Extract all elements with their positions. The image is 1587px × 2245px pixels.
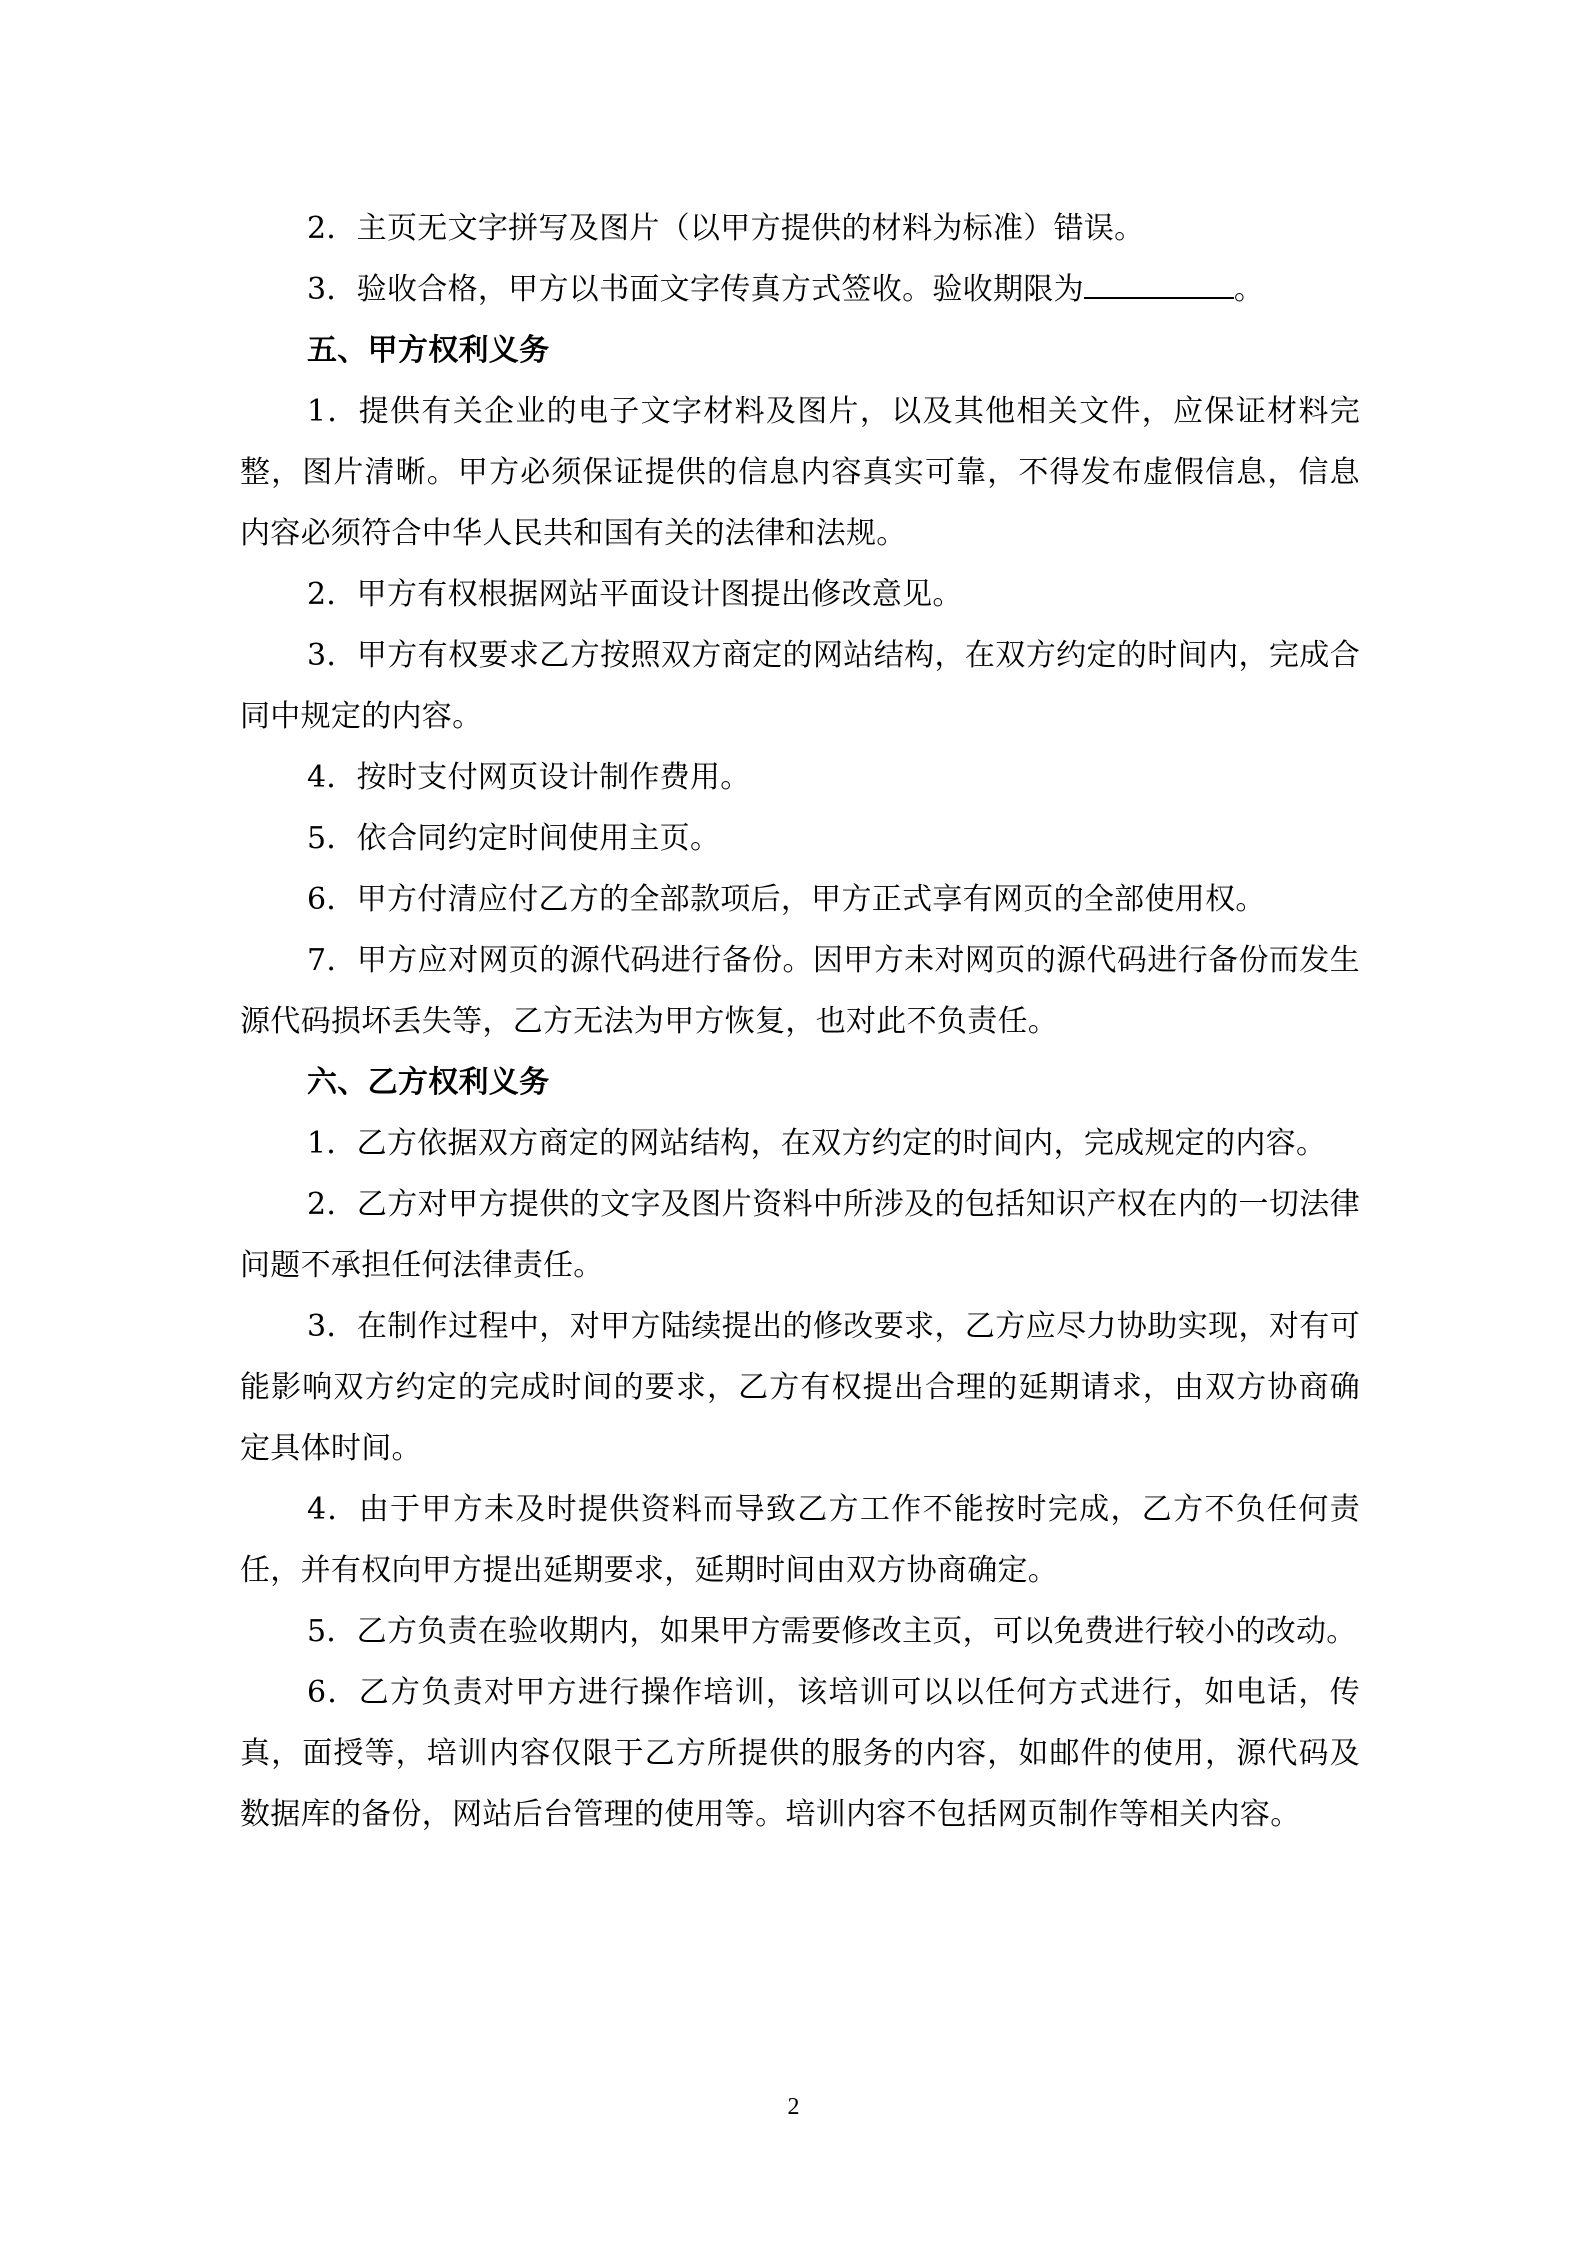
acceptance-period-blank[interactable] <box>1084 269 1234 299</box>
section-heading-party-b: 六、乙方权利义务 <box>307 1065 550 1100</box>
clause-party-b-5: 5．乙方负责在验收期内，如果甲方需要修改主页，可以免费进行较小的改动。 <box>307 1614 1357 1649</box>
clause-party-a-1: 1．提供有关企业的电子文字材料及图片，以及其他相关文件，应保证材料完整，图片清晰。甲方必须保证提供的信息内容真实可靠，不得发布虚假信息，信息内容必须符合中华人民共和国有关的法律和法规。 <box>240 394 1360 551</box>
clause-party-b-6: 6．乙方负责对甲方进行操作培训，该培训可以以任何方式进行，如电话，传真，面授等，培训内容仅限于乙方所提供的服务的内容，如邮件的使用，源代码及数据库的备份，网站后台管理的使用等。培训内容不包括网页制作等相关内容。 <box>240 1675 1360 1832</box>
clause-party-a-7: 7．甲方应对网页的源代码进行备份。因甲方未对网页的源代码进行备份而发生源代码损坏丢失等，乙方无法为甲方恢复，也对此不负责任。 <box>240 943 1360 1039</box>
clause-party-b-1: 1．乙方依据双方商定的网站结构，在双方约定的时间内，完成规定的内容。 <box>307 1126 1327 1161</box>
page-number: 2 <box>787 2094 800 2120</box>
clause-party-a-2: 2．甲方有权根据网站平面设计图提出修改意见。 <box>307 577 963 612</box>
clause-party-b-3: 3．在制作过程中，对甲方陆续提出的修改要求，乙方应尽力协助实现，对有可能影响双方约定的完成时间的要求，乙方有权提出合理的延期请求，由双方协商确定具体时间。 <box>240 1309 1360 1466</box>
clause-acceptance-2: 2．主页无文字拼写及图片（以甲方提供的材料为标准）错误。 <box>307 211 1145 246</box>
clause-party-a-6: 6．甲方付清应付乙方的全部款项后，甲方正式享有网页的全部使用权。 <box>307 882 1266 917</box>
clause-party-b-4: 4．由于甲方未及时提供资料而导致乙方工作不能按时完成，乙方不负任何责任，并有权向甲方提出延期要求，延期时间由双方协商确定。 <box>240 1492 1360 1588</box>
clause-acceptance-3: 3．验收合格，甲方以书面文字传真方式签收。验收期限为 。 <box>240 259 1360 320</box>
clause-party-a-4: 4．按时支付网页设计制作费用。 <box>307 760 751 795</box>
clause-party-a-3: 3．甲方有权要求乙方按照双方商定的网站结构，在双方约定的时间内，完成合同中规定的内容。 <box>240 638 1360 734</box>
clause-party-b-2: 2．乙方对甲方提供的文字及图片资料中所涉及的包括知识产权在内的一切法律问题不承担任何法律责任。 <box>240 1187 1360 1283</box>
clause-party-a-5: 5．依合同约定时间使用主页。 <box>307 821 721 856</box>
document-body <box>240 198 1360 1845</box>
section-heading-party-a: 五、甲方权利义务 <box>307 333 550 368</box>
